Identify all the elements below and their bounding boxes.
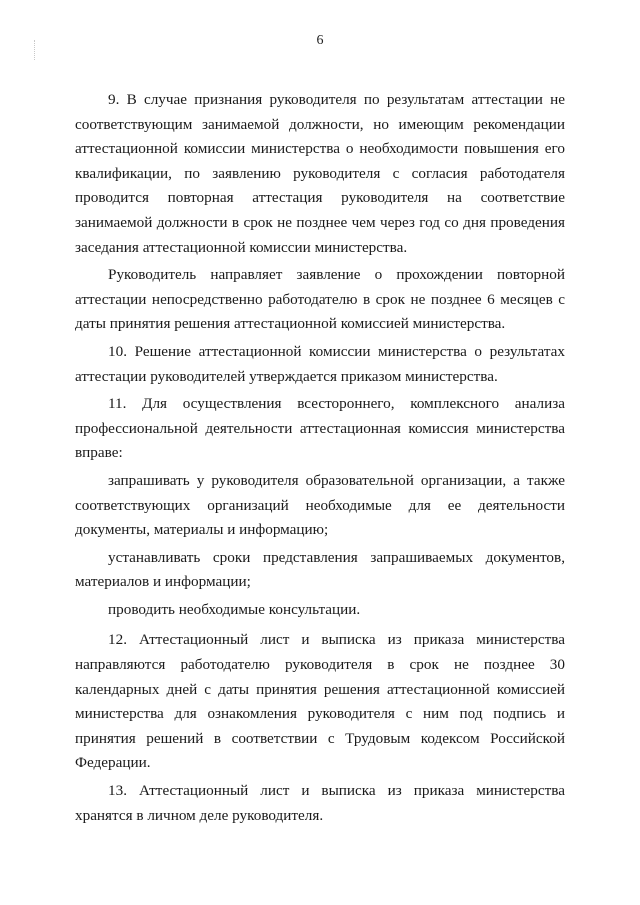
- paragraph-12: 12. Аттестационный лист и выписка из приказа министерства направляются работодателю руководителя в срок не позднее 30 календарных дней с даты принятия решения аттестационной комиссией министерства для ознакомления руководителя с ним под подпись и принятия решений в соответствии с Трудовым кодексом Российской Федерации.: [75, 631, 565, 772]
- paragraph-9: 9. В случае признания руководителя по результатам аттестации не соответствующим занимаемой должности, но имеющим рекомендации аттестационной комиссии министерства о необходимости повышения его квалификации, по заявлению руководителя с согласия работодателя проводится повторная аттестация руководителя на соответствие занимаемой должности в срок не позднее чем через год со дня проведения заседания аттестационной комиссии министерства.: [75, 91, 565, 256]
- paragraph-13: 13. Аттестационный лист и выписка из приказа министерства хранятся в личном деле руководителя.: [75, 782, 565, 824]
- paragraph-11-request-documents: запрашивать у руководителя образовательной организации, а также соответствующих организаций необходимые для ее деятельности документы, материалы и информацию;: [75, 471, 565, 539]
- paragraph-11-set-deadlines: устанавливать сроки представления запрашиваемых документов, материалов и информации;: [75, 548, 565, 591]
- paragraph-10: 10. Решение аттестационной комиссии министерства о результатах аттестации руководителей утверждается приказом министерства.: [75, 342, 565, 385]
- paragraph-11-consultations: проводить необходимые консультации.: [108, 600, 361, 618]
- page-number: 6: [316, 33, 324, 48]
- paragraph-11: 11. Для осуществления всестороннего, комплексного анализа профессиональной деятельности аттестационная комиссия министерства вправе:: [75, 395, 565, 462]
- paragraph-9-reapplication: Руководитель направляет заявление о прохождении повторной аттестации непосредственно работодателю в срок не позднее 6 месяцев с даты принятия решения аттестационной комиссией министерства.: [75, 266, 565, 333]
- document-body: [75, 88, 565, 831]
